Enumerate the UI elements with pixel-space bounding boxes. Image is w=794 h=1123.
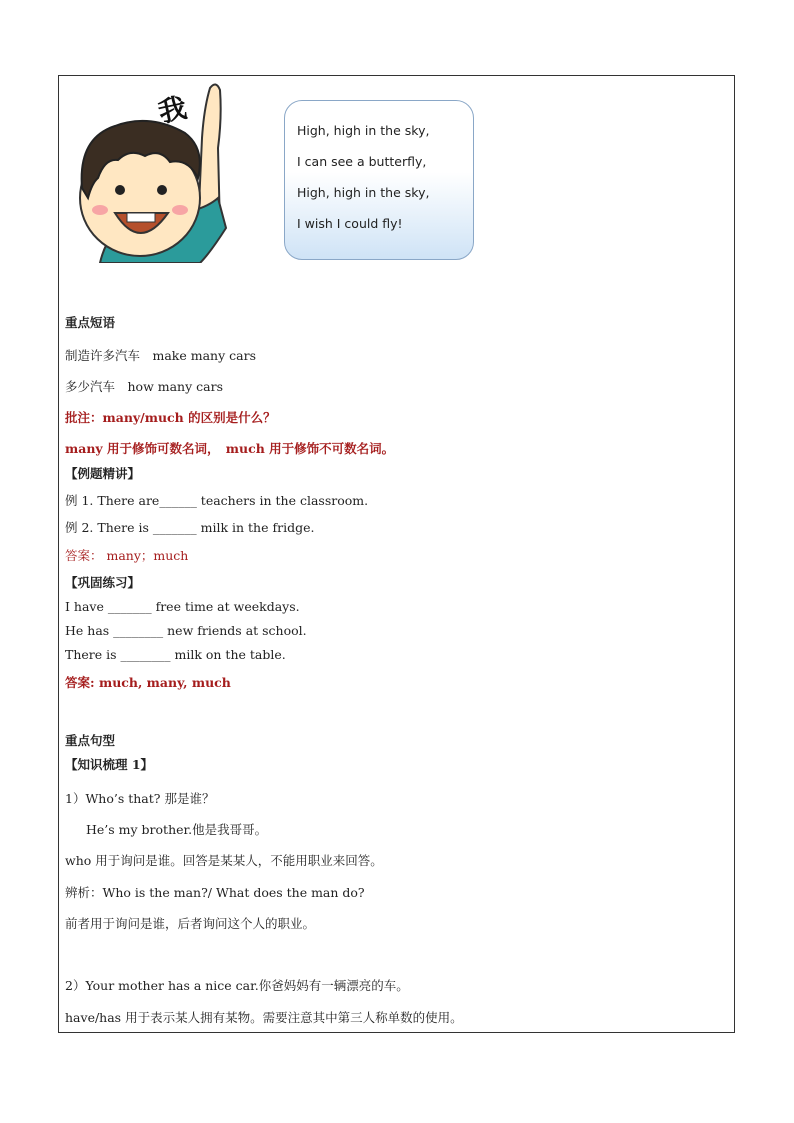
sentence-note: who 用于询问是谁。回答是某某人，不能用职业来回答。 xyxy=(65,853,383,868)
boy-raising-hand-illustration xyxy=(70,78,230,263)
poem-line: High, high in the sky, xyxy=(297,185,430,200)
practice-item: I have _______ free time at weekdays. xyxy=(65,599,300,614)
poem-bubble xyxy=(284,100,474,260)
poem-line: I can see a butterfly, xyxy=(297,154,427,169)
practice-item: There is ________ milk on the table. xyxy=(65,647,286,662)
practice-heading: 【巩固练习】 xyxy=(65,575,141,590)
sentence-compare: 辨析：Who is the man?/ What does the man do? xyxy=(65,885,365,900)
phrase-item: 多少汽车 how many cars xyxy=(65,379,223,394)
illustration-character: 我 xyxy=(155,90,190,130)
sentence-two: 2）Your mother has a nice car.你爸妈妈有一辆漂亮的车。 xyxy=(65,978,409,993)
practice-item: He has ________ new friends at school. xyxy=(65,623,307,638)
phrases-heading: 重点短语 xyxy=(65,315,116,330)
examples-heading: 【例题精讲】 xyxy=(65,466,141,481)
sentence-compare-note: 前者用于询问是谁，后者询问这个人的职业。 xyxy=(65,916,316,931)
sentence-answer: He’s my brother.他是我哥哥。 xyxy=(86,822,268,837)
note-question: 批注：many/much 的区别是什么？ xyxy=(65,410,276,425)
note-answer: many 用于修饰可数名词， much 用于修饰不可数名词。 xyxy=(65,441,395,456)
poem-line: I wish I could fly! xyxy=(297,216,403,231)
phrase-item: 制造许多汽车 make many cars xyxy=(65,348,256,363)
practice-answer: 答案: much, many, much xyxy=(65,675,231,690)
knowledge-heading: 【知识梳理 1】 xyxy=(65,757,154,772)
sentences-heading: 重点句型 xyxy=(65,733,116,748)
sentence-two-note: have/has 用于表示某人拥有某物。需要注意其中第三人称单数的使用。 xyxy=(65,1010,463,1025)
example-item: 例 2. There is _______ milk in the fridge. xyxy=(65,520,315,535)
poem-line: High, high in the sky, xyxy=(297,123,430,138)
example-answer: 答案： many；much xyxy=(65,548,189,563)
example-item: 例 1. There are______ teachers in the classroom. xyxy=(65,493,369,508)
sentence-question: 1）Who’s that? 那是谁？ xyxy=(65,791,215,806)
